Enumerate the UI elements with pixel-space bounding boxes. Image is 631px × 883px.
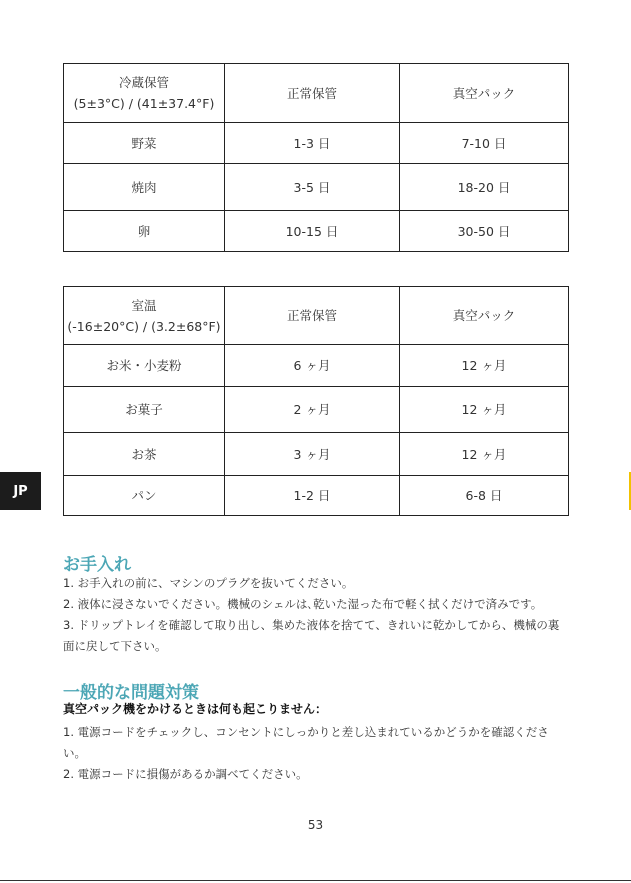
refrigerated-storage-table: [63, 63, 569, 252]
table-row: [64, 211, 569, 252]
vacuum-cell: 6-8 日: [400, 476, 569, 516]
table-row: [64, 345, 569, 387]
vacuum-cell: 12 ヶ月: [400, 433, 569, 476]
item-cell: パン: [64, 476, 225, 516]
header-normal-cell: 正常保管: [225, 64, 400, 123]
item-cell: お茶: [64, 433, 225, 476]
table-row: [64, 164, 569, 211]
header-condition-label: 冷蔵保管: [118, 75, 169, 90]
table-header-row: [64, 64, 569, 123]
care-step-1: 1. お手入れの前に、マシンのプラグを抜いてください。: [63, 576, 354, 590]
header-vacuum-cell: 真空パック: [400, 287, 569, 345]
header-condition-label: 室温: [131, 297, 157, 313]
page-number: 53: [307, 818, 324, 832]
normal-cell: 3 ヶ月: [225, 433, 400, 476]
care-step-2: 2. 液体に浸さないでください。機械のシェルは､乾いた湿った布で軽く拭くだけで済みです。: [63, 597, 543, 611]
troubleshooting-step-1: 1. 電源コードをチェックし、コンセントにしっかりと差し込まれているかどうかを確認ください。: [63, 725, 549, 760]
troubleshooting-steps: [63, 722, 568, 785]
header-condition-temp: (-16±20°C) / (3.2±68°F): [67, 318, 221, 334]
item-cell: お米・小麦粉: [64, 345, 225, 387]
language-tab: JP: [0, 472, 41, 510]
item-cell: 卵: [64, 211, 225, 252]
normal-cell: 10-15 日: [225, 211, 400, 252]
header-condition-temp: (5±3°C) / (41±37.4°F): [73, 96, 215, 111]
vacuum-cell: 7-10 日: [400, 123, 569, 164]
item-cell: お菓子: [64, 387, 225, 433]
normal-cell: 6 ヶ月: [225, 345, 400, 387]
table-row: [64, 433, 569, 476]
normal-cell: 1-2 日: [225, 476, 400, 516]
care-step-3: 3. ドリップトレイを確認して取り出し、集めた液体を捨てて、きれいに乾かしてから、機械の裏面に戻して下さい。: [63, 618, 560, 653]
table-row: [64, 123, 569, 164]
bottom-rule: [0, 880, 631, 881]
header-vacuum-cell: 真空パック: [400, 64, 569, 123]
normal-cell: 3-5 日: [225, 164, 400, 211]
header-condition-cell: [64, 287, 225, 345]
item-cell: 野菜: [64, 123, 225, 164]
vacuum-cell: 12 ヶ月: [400, 345, 569, 387]
room-temperature-storage-table: [63, 286, 569, 516]
care-section-title: お手入れ: [63, 555, 131, 575]
table-header-row: [64, 287, 569, 345]
care-instructions: [63, 573, 568, 657]
troubleshooting-section-title: 一般的な問題対策: [63, 683, 199, 703]
normal-cell: 1-3 日: [225, 123, 400, 164]
troubleshooting-subtitle: 真空パック機をかけるときは何も起こりません：: [63, 702, 328, 716]
vacuum-cell: 18-20 日: [400, 164, 569, 211]
normal-cell: 2 ヶ月: [225, 387, 400, 433]
vacuum-cell: 30-50 日: [400, 211, 569, 252]
table-row: [64, 387, 569, 433]
vacuum-cell: 12 ヶ月: [400, 387, 569, 433]
item-cell: 焼肉: [64, 164, 225, 211]
table-row: [64, 476, 569, 516]
header-condition-cell: [64, 64, 225, 123]
troubleshooting-step-2: 2. 電源コードに損傷があるか調べてください。: [63, 767, 308, 781]
header-normal-cell: 正常保管: [225, 287, 400, 345]
